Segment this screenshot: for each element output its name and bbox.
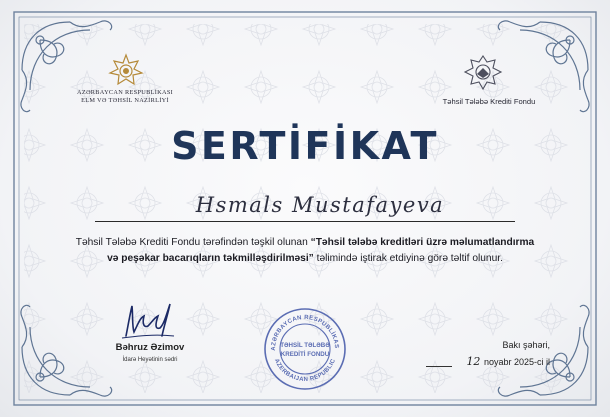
signatory-name: Bəhruz Əzimov xyxy=(115,342,185,353)
ministry-emblem-icon xyxy=(108,53,144,87)
body-suffix: təlimində iştirak etdiyinə görə təltif olunur. xyxy=(313,252,503,264)
stamp-outer-top: AZƏRBAYCAN RESPUBLİKAS xyxy=(270,314,340,351)
certificate-title: SERTİFİKAT xyxy=(171,124,439,168)
fund-name: Təhsil Tələbə Krediti Fondu xyxy=(442,97,536,106)
stamp-inner-1: TƏHSİL TƏLƏBƏ xyxy=(280,342,330,349)
signatory-role: İdarə Heyətinin sədri xyxy=(122,357,178,363)
program-title: “Təhsil tələbə kreditləri üzrə məlumatlandırma və peşəkar bacarıqların təkmilləşdirilməsi” xyxy=(107,237,535,264)
official-stamp xyxy=(262,306,348,392)
body-prefix: Təhsil Tələbə Krediti Fondu tərəfindən təşkil olunan xyxy=(75,237,311,248)
signature-image xyxy=(118,296,178,342)
certificate-body xyxy=(70,235,540,266)
issue-month-year: noyabr 2025-ci il xyxy=(483,357,550,367)
recipient-underline xyxy=(95,221,515,222)
svg-text:AZERBAIJAN REPUBLIC xyxy=(273,358,337,383)
stamp-outer-bottom: AZERBAIJAN REPUBLIC xyxy=(272,358,338,384)
date-day-underline xyxy=(426,366,452,367)
ministry-line-1: AZƏRBAYCAN RESPUBLİKASI xyxy=(76,89,174,96)
ministry-line-2: ELM VƏ TƏHSİL NAZİRLİYİ xyxy=(81,97,169,104)
ministry-name xyxy=(60,89,190,105)
recipient-name: Hsmals Mustafayeva xyxy=(195,193,445,217)
issue-place: Bakı şəhəri, xyxy=(502,340,550,350)
stamp-inner-2: KREDİTİ FONDU xyxy=(280,351,330,358)
issue-day: 12 xyxy=(466,355,481,368)
fund-logo-icon xyxy=(463,54,503,92)
